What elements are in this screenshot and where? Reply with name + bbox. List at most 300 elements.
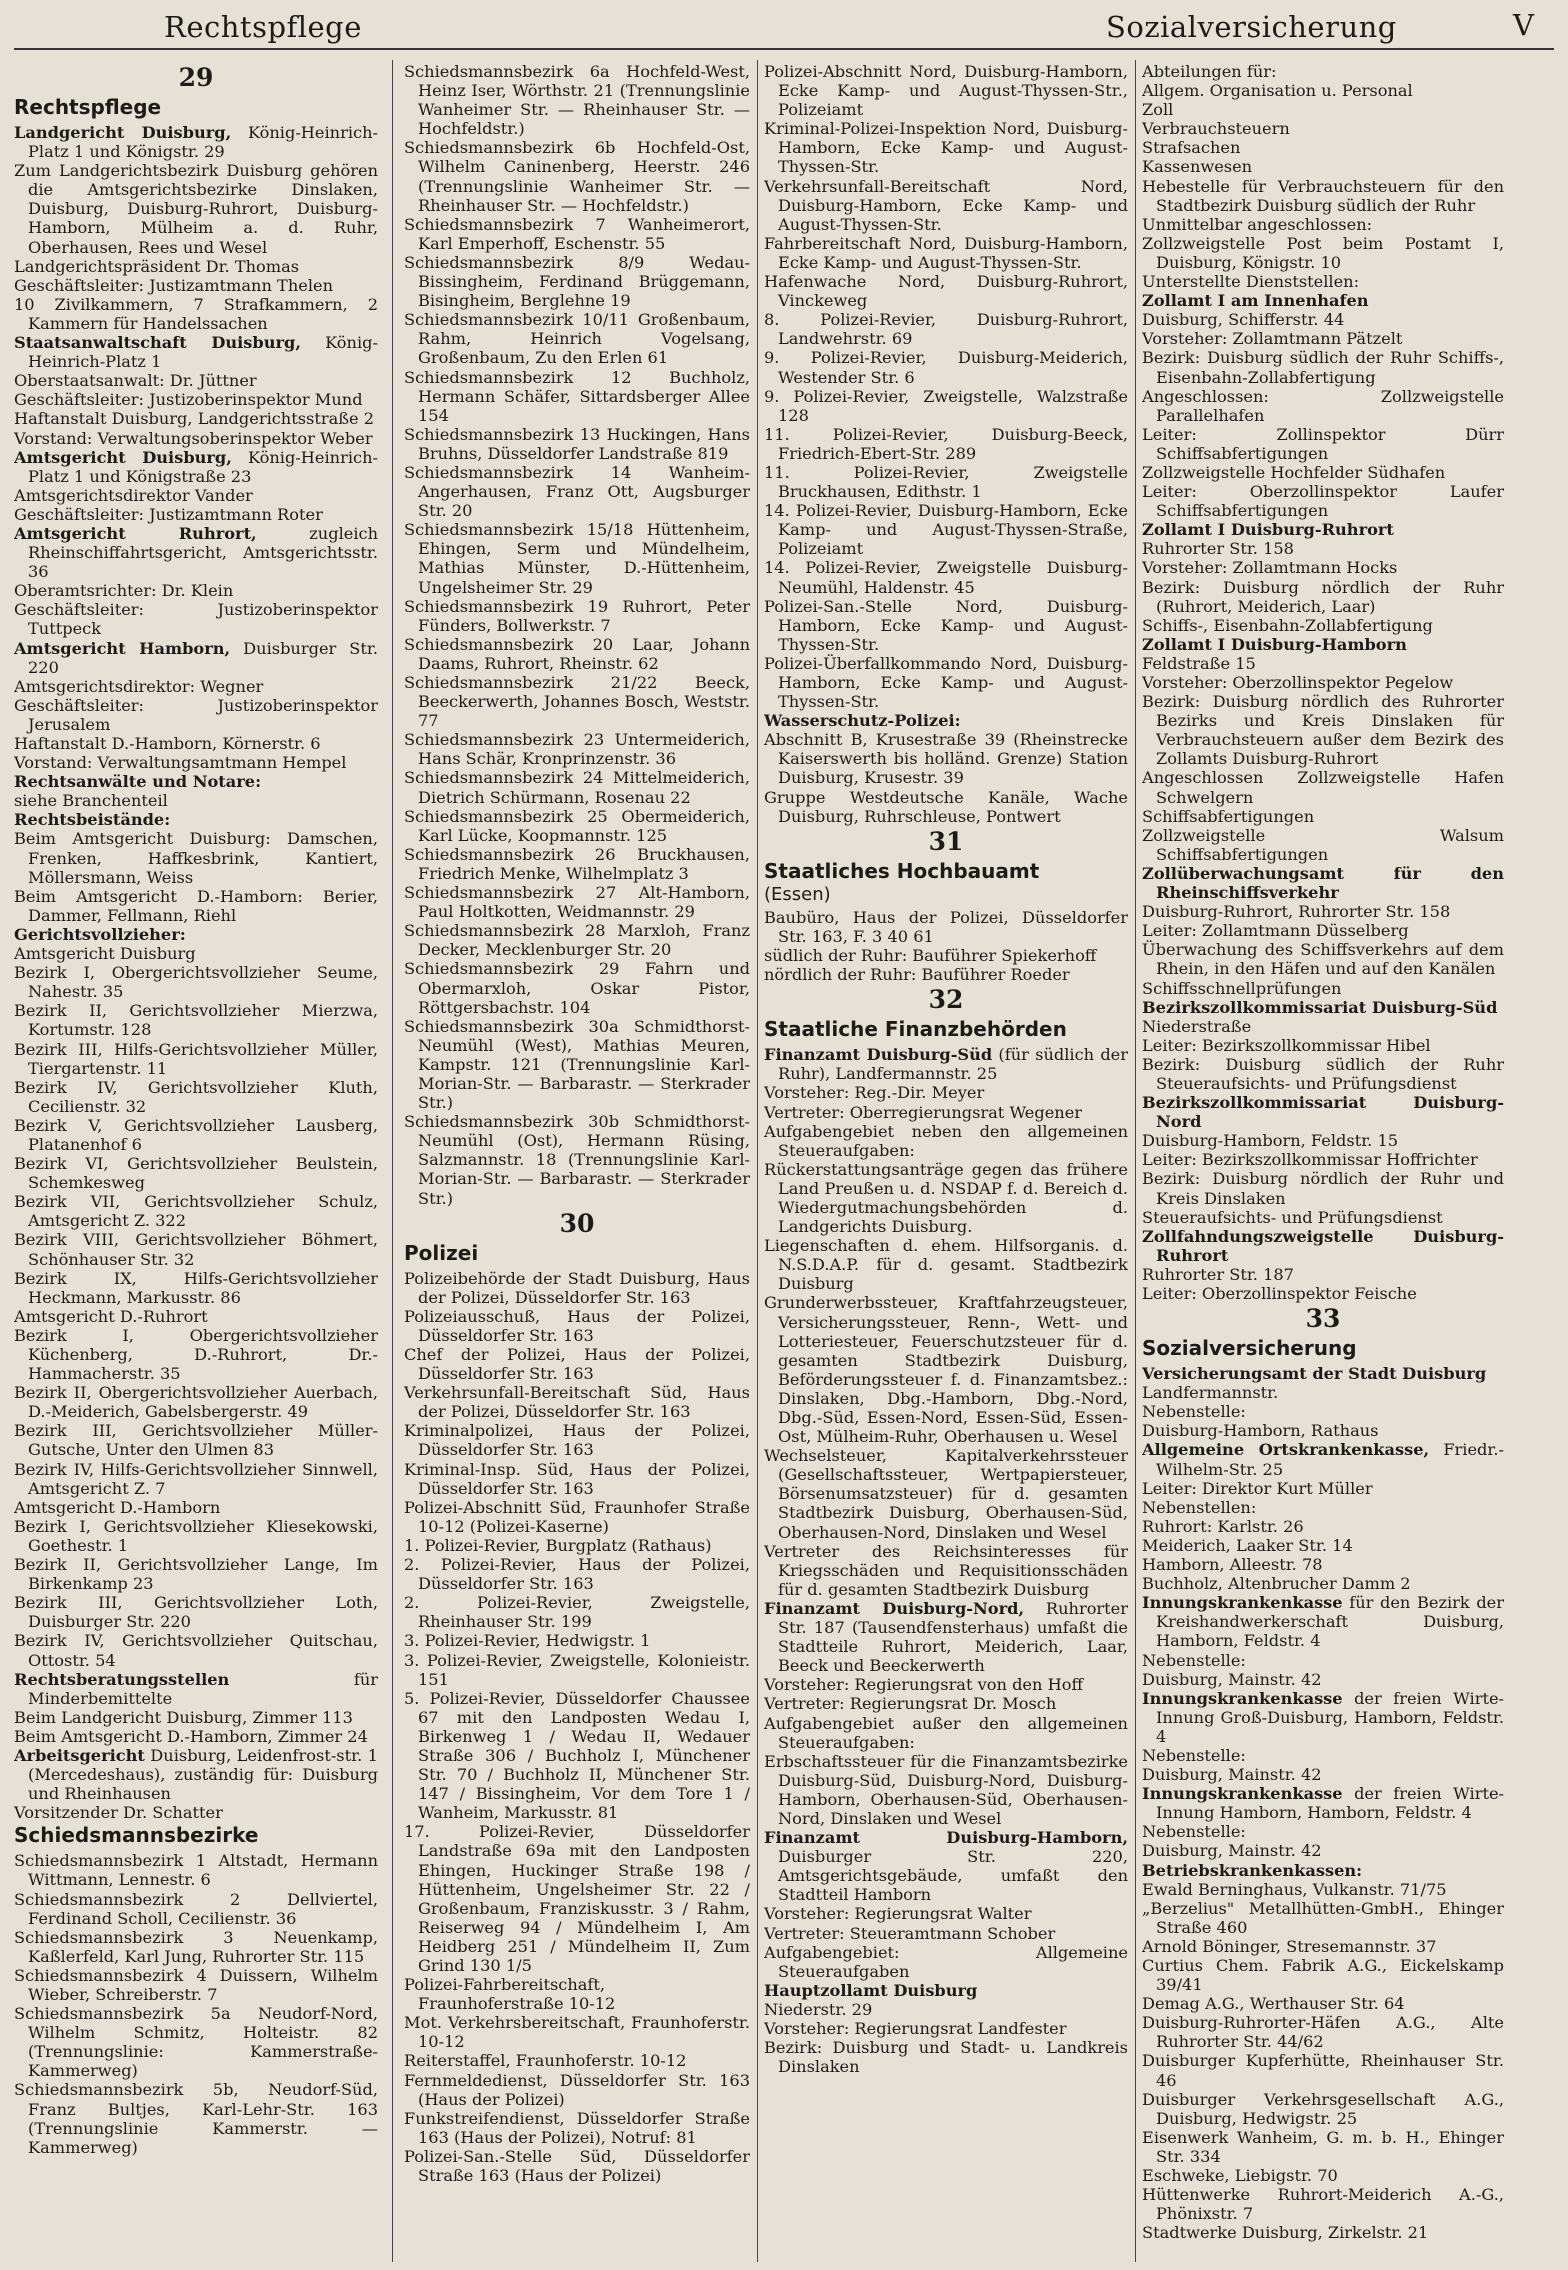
directory-entry xyxy=(404,1822,750,1975)
directory-entry xyxy=(1142,1265,1504,1284)
entry-text: 10 Zivilkammern, 7 Strafkammern, 2 Kammern für Handelssachen xyxy=(14,294,378,333)
directory-entry xyxy=(14,1498,378,1517)
section-number: 29 xyxy=(178,63,214,92)
directory-entry xyxy=(14,581,378,600)
column-2 xyxy=(404,62,750,2262)
entry-text: Baubüro, Haus der Polizei, Düsseldorfer Str. 163, F. 3 40 61 xyxy=(764,907,1128,946)
entry-text: Polizei-San.-Stelle Nord, Duisburg-Hamborn, Ecke Kamp- und August-Thyssen-Str. xyxy=(764,596,1128,654)
directory-entry xyxy=(404,1689,750,1823)
entry-text: Verkehrsunfall-Bereitschaft Süd, Haus der Polizei, Düsseldorfer Str. 163 xyxy=(404,1383,750,1422)
entry-text: Allgem. Organisation u. Personal xyxy=(1142,81,1413,101)
entry-text: Bezirk IX, Hilfs-Gerichtsvollzieher Heckmann, Markusstr. 86 xyxy=(14,1268,378,1307)
directory-entry xyxy=(14,371,378,390)
entry-text: Nebenstelle: xyxy=(1142,1822,1246,1842)
directory-entry xyxy=(764,2019,1128,2038)
directory-entry xyxy=(14,887,378,925)
directory-entry xyxy=(14,1928,378,1966)
entry-text: Bezirk: Duisburg nördlich der Ruhr (Ruhrort, Meiderich, Laar) xyxy=(1142,577,1504,616)
directory-entry xyxy=(1142,119,1504,138)
entry-text: Liegenschaften d. ehem. Hilfsorganis. d. N.S.D.A.P. für d. gesamt. Stadtbezirk Duisburg xyxy=(764,1236,1128,1294)
entry-text: Geschäftsleiter: Justizamtmann Roter xyxy=(14,504,323,524)
directory-entry xyxy=(1142,692,1504,768)
directory-entry xyxy=(1142,1517,1504,1536)
directory-entry xyxy=(14,1708,378,1727)
directory-entry xyxy=(14,1192,378,1230)
entry-text: Haftanstalt Duisburg, Landgerichtsstraße 2 xyxy=(14,409,375,429)
directory-entry xyxy=(764,654,1128,711)
directory-entry xyxy=(1142,998,1504,1017)
directory-entry xyxy=(1142,329,1504,348)
directory-entry xyxy=(1142,1421,1504,1440)
directory-entry xyxy=(764,711,1128,730)
entry-text: 11. Polizei-Revier, Duisburg-Beeck, Friedrich-Ebert-Str. 289 xyxy=(764,424,1128,463)
directory-entry xyxy=(404,635,750,673)
directory-entry xyxy=(404,2013,750,2051)
entry-text: Bezirk III, Hilfs-Gerichtsvollzieher Müller, Tiergartenstr. 11 xyxy=(14,1039,378,1078)
directory-entry xyxy=(764,1828,1128,1904)
directory-entry xyxy=(1142,1055,1504,1093)
directory-entry xyxy=(1142,2223,1504,2242)
directory-entry xyxy=(764,348,1128,386)
directory-entry xyxy=(764,1714,1128,1752)
entry-text: Bezirk: Duisburg und Stadt- u. Landkreis Dinslaken xyxy=(764,2038,1128,2077)
directory-entry xyxy=(764,908,1128,946)
header-left-title: Rechtspflege xyxy=(164,10,362,44)
directory-entry xyxy=(14,1803,378,1822)
entry-text: Polizei-Fahrbereitschaft, Fraunhoferstraße 10-12 xyxy=(404,1975,616,2014)
directory-entry xyxy=(1142,1402,1504,1421)
directory-entry xyxy=(1142,1574,1504,1593)
directory-entry xyxy=(14,772,378,791)
directory-entry xyxy=(1142,1036,1504,1055)
directory-entry xyxy=(14,753,378,772)
entry-text: König-Heinrich-Platz 1 xyxy=(28,333,378,372)
entry-text: Duisburg, Leidenfrost-str. 1 (Mercedeshaus), zuständig für: Duisburg und Rheinhausen xyxy=(28,1745,378,1804)
entry-text: Fahrbereitschaft Nord, Duisburg-Hamborn, Ecke Kamp- und August-Thyssen-Str. xyxy=(764,233,1128,272)
entry-text: Leiter: Oberzollinspektor Feische xyxy=(1142,1284,1417,1303)
directory-entry xyxy=(14,944,378,963)
entry-text: Ruhrort: Karlstr. 26 xyxy=(1142,1516,1304,1536)
directory-entry xyxy=(1142,1093,1504,1131)
directory-entry xyxy=(764,310,1128,348)
directory-entry xyxy=(1142,272,1504,291)
directory-entry xyxy=(404,1269,750,1307)
entry-text: Vorsteher: Oberzollinspektor Pegelow xyxy=(1142,673,1454,692)
directory-entry xyxy=(14,257,378,276)
entry-text: Leiter: Zollinspektor Dürr Schiffsabfertigungen xyxy=(1142,424,1504,463)
entry-text: Arnold Böninger, Stresemannstr. 37 xyxy=(1142,1936,1437,1956)
entry-text: Bezirk: Duisburg südlich der Ruhr Steueraufsichts- und Prüfungsdienst xyxy=(1142,1054,1504,1093)
directory-entry xyxy=(1142,1131,1504,1150)
directory-entry xyxy=(404,1383,750,1421)
entry-text: „Berzelius" Metallhütten-GmbH., Ehinger Straße 460 xyxy=(1142,1898,1504,1937)
entry-text: Vorsteher: Zollamtmann Hocks xyxy=(1142,558,1398,578)
directory-entry xyxy=(764,788,1128,826)
directory-entry xyxy=(764,1122,1128,1160)
entry-text: Aufgabengebiet außer den allgemeinen Steueraufgaben: xyxy=(764,1713,1128,1752)
entry-text: Amtsgericht Duisburg xyxy=(14,944,196,964)
directory-entry xyxy=(14,1001,378,1039)
directory-entry xyxy=(764,177,1128,234)
entry-text: Zoll xyxy=(1142,100,1174,120)
section-title: Staatliche Finanzbehörden xyxy=(764,1017,1067,1042)
directory-entry xyxy=(764,1160,1128,1236)
entry-text: Bezirk: Duisburg südlich der Ruhr Schiffs-, Eisenbahn-Zollabfertigung xyxy=(1142,348,1504,387)
directory-entry xyxy=(1142,1593,1504,1650)
entry-text: Vorstand: Verwaltungsoberinspektor Weber xyxy=(14,428,373,448)
directory-entry xyxy=(14,161,378,256)
entry-text: Ruhrorter Str. 187 xyxy=(1142,1264,1294,1284)
entry-text: Schiedsmannsbezirk 12 Buchholz, Hermann Schäfer, Sittardsberger Allee 154 xyxy=(404,367,750,425)
directory-entry xyxy=(404,1112,750,1207)
directory-entry xyxy=(764,501,1128,558)
directory-entry xyxy=(1142,463,1504,482)
directory-entry xyxy=(764,597,1128,654)
section-title: Staatliches Hochbauamt xyxy=(764,858,1040,883)
entry-text: Duisburg, Mainstr. 42 xyxy=(1142,1765,1322,1785)
directory-entry xyxy=(1142,1555,1504,1574)
page-header xyxy=(14,6,1554,50)
entry-text: Vertreter: Steueramtmann Schober xyxy=(764,1923,1056,1943)
entry-text: Amtsgerichtsdirektor: Wegner xyxy=(14,676,264,696)
entry-text: 9. Polizei-Revier, Duisburg-Meiderich, Westender Str. 6 xyxy=(764,348,1128,387)
directory-entry xyxy=(1142,1670,1504,1689)
directory-entry xyxy=(404,730,750,768)
entry-text: Verkehrsunfall-Bereitschaft Nord, Duisburg-Hamborn, Ecke Kamp- und August-Thyssen-Str. xyxy=(764,176,1128,234)
directory-entry xyxy=(1142,81,1504,100)
directory-entry xyxy=(1142,558,1504,577)
column-4 xyxy=(1142,62,1504,2262)
directory-entry xyxy=(404,1536,750,1555)
directory-entry xyxy=(764,730,1128,787)
entry-text: Vorsteher: Regierungsrat Landfester xyxy=(764,2019,1067,2038)
entry-text: Bezirk II, Gerichtsvollzieher Lange, Im Birkenkamp 23 xyxy=(14,1555,378,1594)
entry-text: Leiter: Bezirkszollkommissar Hoffrichter xyxy=(1142,1150,1478,1170)
directory-entry xyxy=(764,1083,1128,1102)
entry-text: Schiedsmannsbezirk 19 Ruhrort, Peter Fünders, Bollwerkstr. 7 xyxy=(404,596,750,635)
entry-text: König-Heinrich-Platz 1 und Königstraße 23 xyxy=(28,447,378,486)
directory-entry xyxy=(1142,654,1504,673)
entry-text: Hebestelle für Verbrauchsteuern für den Stadtbezirk Duisburg südlich der Ruhr xyxy=(1142,176,1504,215)
directory-entry xyxy=(404,463,750,520)
directory-entry xyxy=(404,1460,750,1498)
directory-entry xyxy=(14,1517,378,1555)
entry-text: Schiedsmannsbezirk 20 Laar, Johann Daams, Ruhrort, Rheinstr. 62 xyxy=(404,634,750,673)
directory-entry xyxy=(404,597,750,635)
entry-text: siehe Branchenteil xyxy=(14,791,168,811)
entry-text: Bezirk III, Gerichtsvollzieher Loth, Duisburger Str. 220 xyxy=(14,1593,378,1632)
entry-text: Schiedsmannsbezirk 15/18 Hüttenheim, Ehingen, Serm und Mündelheim, Mathias Münster, D.-Hüttenheim, Ungelsheimer Str. 29 xyxy=(404,520,750,597)
entry-text: Polizeibehörde der Stadt Duisburg, Haus der Polizei, Düsseldorfer Str. 163 xyxy=(404,1268,750,1307)
directory-entry xyxy=(404,883,750,921)
directory-entry xyxy=(764,387,1128,425)
directory-entry xyxy=(1142,62,1504,81)
entry-text: Verbrauchsteuern xyxy=(1142,119,1290,139)
directory-entry xyxy=(1142,1994,1504,2013)
entry-text: 3. Polizei-Revier, Zweigstelle, Kolonieistr. 151 xyxy=(404,1650,750,1689)
entry-text: Polizei-Abschnitt Süd, Fraunhofer Straße 10-12 (Polizei-Kaserne) xyxy=(404,1497,750,1536)
entry-text: Duisburg-Ruhrorter-Häfen A.G., Alte Ruhrorter Str. 44/62 xyxy=(1142,2013,1504,2052)
column-divider xyxy=(757,60,758,2262)
directory-entry xyxy=(1142,2090,1504,2128)
directory-entry xyxy=(14,1383,378,1421)
entry-text: Schiedsmannsbezirk 2 Dellviertel, Ferdinand Scholl, Cecilienstr. 36 xyxy=(14,1889,378,1928)
entry-text: Amtsgericht D.-Hamborn xyxy=(14,1497,221,1517)
entry-text: Schiedsmannsbezirk 14 Wanheim-Angerhausen, Franz Ott, Augsburger Str. 20 xyxy=(404,462,750,521)
directory-entry xyxy=(1142,979,1504,998)
entry-heading: Amtsgericht Duisburg, xyxy=(14,447,232,467)
entry-text: 14. Polizei-Revier, Duisburg-Hamborn, Ecke Kamp- und August-Thyssen-Straße, Polizeiamt xyxy=(764,501,1128,559)
directory-entry xyxy=(14,925,378,944)
directory-entry xyxy=(1142,1861,1504,1880)
entry-text: Amtsgericht D.-Ruhrort xyxy=(14,1306,208,1326)
directory-entry xyxy=(404,425,750,463)
directory-entry xyxy=(404,1498,750,1536)
directory-entry xyxy=(764,1599,1128,1675)
entry-text: Chef der Polizei, Haus der Polizei, Düsseldorfer Str. 163 xyxy=(404,1345,750,1384)
directory-entry xyxy=(764,1542,1128,1599)
directory-entry xyxy=(1142,2185,1504,2223)
entry-text: Duisburg-Ruhrort, Ruhrorter Str. 158 xyxy=(1142,902,1451,922)
directory-entry xyxy=(1142,234,1504,272)
entry-text: Leiter: Bezirkszollkommissar Hibel xyxy=(1142,1035,1431,1055)
directory-entry xyxy=(404,1345,750,1383)
entry-text: Vorsitzender Dr. Schatter xyxy=(14,1803,223,1823)
entry-text: Schiedsmannsbezirk 6a Hochfeld-West, Heinz Iser, Wörthstr. 21 (Trennungslinie Wanheimer Str. — Rheinhauser Str. — Hochfeldstr.) xyxy=(404,62,750,139)
entry-text: Duisburger Kupferhütte, Rheinhauser Str. 46 xyxy=(1142,2051,1504,2090)
directory-entry xyxy=(1142,425,1504,463)
entry-text: Bezirk II, Gerichtsvollzieher Mierzwa, Kortumstr. 128 xyxy=(14,1001,378,1040)
column-divider xyxy=(1135,60,1136,2262)
entry-text: Hamborn, Alleestr. 78 xyxy=(1142,1555,1323,1575)
directory-entry xyxy=(404,768,750,806)
directory-entry xyxy=(1142,1383,1504,1402)
directory-entry xyxy=(404,921,750,959)
directory-entry xyxy=(1142,921,1504,940)
directory-entry xyxy=(14,295,378,333)
directory-entry xyxy=(14,2080,378,2156)
directory-entry xyxy=(1142,1498,1504,1517)
directory-entry xyxy=(1142,768,1504,806)
entry-text: Schiedsmannsbezirk 28 Marxloh, Franz Decker, Mecklenburger Str. 20 xyxy=(404,921,750,960)
entry-text: Bezirk VI, Gerichtsvollzieher Beulstein, Schemkesweg xyxy=(14,1154,378,1193)
entry-text: Schiedsmannsbezirk 8/9 Wedau-Bissingheim, Ferdinand Brüggemann, Bisingheim, Berglehne 19 xyxy=(404,252,750,311)
entry-text: Geschäftsleiter: Justizamtmann Thelen xyxy=(14,275,334,295)
entry-text: Gruppe Westdeutsche Kanäle, Wache Duisburg, Ruhrschleuse, Pontwert xyxy=(764,787,1128,826)
entry-text: Funkstreifendienst, Düsseldorfer Straße 163 (Haus der Polizei), Notruf: 81 xyxy=(404,2108,750,2147)
entry-text: Schiedsmannsbezirk 23 Untermeiderich, Hans Schär, Kronprinzenstr. 36 xyxy=(404,730,750,769)
directory-entry xyxy=(1142,1841,1504,1860)
entry-text: für den Bezirk der Kreishandwerkerschaft Duisburg, Hamborn, Feldstr. 4 xyxy=(1156,1593,1504,1651)
directory-entry xyxy=(1142,348,1504,386)
entry-heading: Zollamt I am Innenhafen xyxy=(1142,291,1369,311)
entry-text: Fernmeldedienst, Düsseldorfer Str. 163 (Haus der Polizei) xyxy=(404,2070,750,2109)
directory-entry xyxy=(764,1752,1128,1828)
entry-heading: Versicherungsamt der Stadt Duisburg xyxy=(1142,1364,1487,1384)
entry-text: Bezirk VII, Gerichtsvollzieher Schulz, Amtsgericht Z. 322 xyxy=(14,1192,378,1231)
directory-entry xyxy=(14,1116,378,1154)
entry-heading: Arbeitsgericht xyxy=(14,1745,145,1765)
entry-text: Schiedsmannsbezirk 21/22 Beeck, Beeckerwerth, Johannes Bosch, Weststr. 77 xyxy=(404,673,750,731)
section-title: Polizei xyxy=(404,1240,479,1265)
entry-text: Nebenstelle: xyxy=(1142,1650,1246,1670)
entry-text: Bezirk: Duisburg nördlich der Ruhr und Kreis Dinslaken xyxy=(1142,1169,1504,1208)
entry-text: Schiedsmannsbezirk 3 Neuenkamp, Kaßlerfeld, Karl Jung, Ruhrorter Str. 115 xyxy=(14,1927,378,1966)
entry-text: Vorstand: Verwaltungsamtmann Hempel xyxy=(14,753,347,773)
directory-entry xyxy=(1142,1479,1504,1498)
entry-text: Erbschaftssteuer für die Finanzamtsbezirke Duisburg-Süd, Duisburg-Nord, Duisburg-Hamborn, Oberhausen-Süd, Oberhausen-Nord, Dinslaken und Wesel xyxy=(764,1751,1128,1828)
directory-entry xyxy=(764,1904,1128,1923)
entry-text: Bezirk III, Gerichtsvollzieher Müller-Gutsche, Unter den Ulmen 83 xyxy=(14,1421,378,1460)
directory-entry xyxy=(1142,215,1504,234)
entry-text: Schiedsmannsbezirk 5b, Neudorf-Süd, Franz Bultjes, Karl-Lehr-Str. 163 (Trennungslinie Kammerstr. — Kammerweg) xyxy=(14,2080,378,2157)
directory-entry xyxy=(404,62,750,138)
directory-entry xyxy=(1142,157,1504,176)
directory-entry xyxy=(764,1943,1128,1981)
entry-text: Mot. Verkehrsbereitschaft, Fraunhoferstr. 10-12 xyxy=(404,2013,750,2052)
entry-text: Friedr.-Wilhelm-Str. 25 xyxy=(1156,1440,1504,1479)
directory-entry xyxy=(764,946,1128,965)
entry-text: Beim Landgericht Duisburg, Zimmer 113 xyxy=(14,1707,353,1727)
section-number: 30 xyxy=(559,1208,595,1238)
entry-heading: Bezirkszollkommissariat Duisburg-Nord xyxy=(1142,1093,1504,1132)
directory-entry xyxy=(404,2071,750,2109)
entry-text: Angeschlossen Zollzweigstelle Hafen Schwelgern xyxy=(1142,768,1504,807)
entry-text: Überwachung des Schiffsverkehrs auf dem Rhein, in den Häfen und auf den Kanälen xyxy=(1142,940,1504,979)
entry-text: Schiedsmannsbezirk 29 Fahrn und Obermarxloh, Oskar Pistor, Röttgersbachstr. 104 xyxy=(404,959,750,1017)
directory-entry xyxy=(14,791,378,810)
entry-heading: Betriebskrankenkassen: xyxy=(1142,1860,1363,1880)
directory-entry xyxy=(1142,177,1504,215)
entry-heading: Zollamt I Duisburg-Ruhrort xyxy=(1142,520,1394,540)
directory-entry xyxy=(14,1631,378,1669)
directory-entry xyxy=(764,965,1128,984)
entry-text: Schiedsmannsbezirk 1 Altstadt, Hermann Wittmann, Lennestr. 6 xyxy=(14,1851,378,1890)
directory-entry xyxy=(404,1651,750,1689)
directory-entry xyxy=(14,677,378,696)
entry-text: Ewald Berninghaus, Vulkanstr. 71/75 xyxy=(1142,1879,1447,1899)
section-number: 32 xyxy=(928,985,964,1015)
entry-heading: Zollfahndungszweigstelle Duisburg-Ruhrort xyxy=(1142,1226,1504,1265)
directory-entry xyxy=(764,1446,1128,1541)
entry-text: Unterstellte Dienststellen: xyxy=(1142,272,1360,292)
directory-entry xyxy=(14,1269,378,1307)
entry-text: südlich der Ruhr: Bauführer Spiekerhoff xyxy=(764,946,1097,966)
directory-entry xyxy=(764,463,1128,501)
entry-text: Bezirk IV, Gerichtsvollzieher Kluth, Cecilienstr. 32 xyxy=(14,1077,378,1116)
directory-entry xyxy=(14,1727,378,1746)
directory-entry xyxy=(1142,2128,1504,2166)
entry-text: Hafenwache Nord, Duisburg-Ruhrort, Vinckeweg xyxy=(764,272,1128,311)
directory-entry xyxy=(1142,902,1504,921)
entry-text: Oberstaatsanwalt: Dr. Jüttner xyxy=(14,371,257,391)
entry-text: Beim Amtsgericht D.-Hamborn: Berier, Dammer, Fellmann, Riehl xyxy=(14,886,378,925)
directory-entry xyxy=(14,409,378,428)
directory-entry xyxy=(1142,2166,1504,2185)
directory-entry xyxy=(764,1675,1128,1694)
entry-heading: Zollamt I Duisburg-Hamborn xyxy=(1142,634,1407,654)
directory-entry xyxy=(404,138,750,214)
directory-entry xyxy=(404,2109,750,2147)
entry-text: Schiffsabfertigungen xyxy=(1142,806,1315,826)
entry-heading: Rechtsbeistände: xyxy=(14,810,171,830)
entry-text: Schiedsmannsbezirk 30b Schmidthorst-Neumühl (Ost), Hermann Rüsing, Salzmannstr. 18 (Trennungslinie Karl-Morian-Str. — Barbarastr. — Sterkrader Str.) xyxy=(404,1112,750,1208)
directory-entry xyxy=(404,1593,750,1631)
directory-entry xyxy=(764,1694,1128,1713)
entry-text: Landfermannstr. xyxy=(1142,1383,1279,1403)
entry-text: Nebenstelle: xyxy=(1142,1402,1246,1422)
directory-entry xyxy=(404,1631,750,1650)
directory-entry xyxy=(14,829,378,886)
directory-entry xyxy=(1142,291,1504,310)
entry-text: Landgerichtspräsident Dr. Thomas xyxy=(14,256,300,276)
entry-text: Nebenstellen: xyxy=(1142,1497,1257,1517)
directory-entry xyxy=(1142,864,1504,902)
entry-text: Kassenwesen xyxy=(1142,157,1253,177)
entry-text: Leiter: Direktor Kurt Müller xyxy=(1142,1478,1373,1498)
directory-entry xyxy=(1142,1880,1504,1899)
entry-text: Haftanstalt D.-Hamborn, Körnerstr. 6 xyxy=(14,734,321,753)
entry-heading: Wasserschutz-Polizei: xyxy=(764,711,961,731)
entry-text: Duisburg-Hamborn, Rathaus xyxy=(1142,1421,1379,1441)
directory-entry xyxy=(14,963,378,1001)
directory-entry xyxy=(764,1045,1128,1083)
entry-text: Geschäftsleiter: Justizoberinspektor Mund xyxy=(14,390,363,410)
directory-entry xyxy=(14,696,378,734)
entry-text: (für südlich der Ruhr), Landfermannstr. 25 xyxy=(778,1045,1128,1084)
directory-entry xyxy=(1142,1364,1504,1383)
directory-entry xyxy=(1142,1227,1504,1265)
entry-text: 14. Polizei-Revier, Zweigstelle Duisburg-Neumühl, Haldenstr. 45 xyxy=(764,558,1128,597)
entry-heading: Finanzamt Duisburg-Süd xyxy=(764,1045,993,1065)
directory-entry xyxy=(1142,1689,1504,1746)
directory-entry xyxy=(1142,940,1504,978)
directory-entry xyxy=(14,2004,378,2080)
directory-entry xyxy=(1142,539,1504,558)
directory-entry xyxy=(1142,1899,1504,1937)
directory-entry xyxy=(764,2038,1128,2076)
directory-entry xyxy=(404,1017,750,1112)
directory-entry xyxy=(764,1924,1128,1943)
page-number: V xyxy=(1513,8,1534,42)
entry-text: Abschnitt B, Krusestraße 39 (Rheinstrecke Kaiserswerth bis holländ. Grenze) Station Duisburg, Krusestr. 39 xyxy=(764,730,1128,788)
directory-entry xyxy=(14,505,378,524)
directory-entry xyxy=(1142,482,1504,520)
section-number: 33 xyxy=(1305,1304,1341,1334)
header-right-title: Sozialversicherung xyxy=(1106,10,1397,44)
directory-entry xyxy=(404,845,750,883)
entry-text: Schiedsmannsbezirk 5a Neudorf-Nord, Wilhelm Schmitz, Holteistr. 82 (Trennungslinie: Kammerstraße-Kammerweg) xyxy=(14,2004,378,2081)
directory-entry xyxy=(1142,616,1504,635)
directory-entry xyxy=(404,215,750,253)
directory-entry xyxy=(1142,100,1504,119)
entry-text: Aufgabengebiet neben den allgemeinen Steueraufgaben: xyxy=(764,1121,1128,1160)
section-number: 31 xyxy=(928,826,964,856)
directory-entry xyxy=(1142,138,1504,157)
directory-entry xyxy=(1142,1017,1504,1036)
entry-text: Vertreter: Oberregierungsrat Wegener xyxy=(764,1102,1083,1122)
entry-text: Bezirk: Duisburg nördlich des Ruhrorter Bezirks und Kreis Dinslaken für Verbrauchsteuern außer dem Bezirk des Zollamts Duisburg-Ruhrort xyxy=(1142,692,1504,769)
directory-entry xyxy=(1142,1784,1504,1822)
directory-entry xyxy=(14,639,378,677)
entry-text: Kriminal-Polizei-Inspektion Nord, Duisburg-Hamborn, Ecke Kamp- und August-Thyssen-Str. xyxy=(764,119,1128,177)
entry-text: Zollzweigstelle Post beim Postamt I, Duisburg, Königstr. 10 xyxy=(1142,233,1504,272)
column-divider xyxy=(392,60,393,2262)
entry-text: Bezirk IV, Hilfs-Gerichtsvollzieher Sinnwell, Amtsgericht Z. 7 xyxy=(14,1459,378,1498)
entry-heading: Zollüberwachungsamt für den Rheinschiffsverkehr xyxy=(1142,863,1504,903)
entry-text: Bezirk IV, Gerichtsvollzieher Quitschau, Ottostr. 54 xyxy=(14,1631,378,1670)
entry-text: Polizei-San.-Stelle Süd, Düsseldorfer Straße 163 (Haus der Polizei) xyxy=(404,2146,750,2186)
